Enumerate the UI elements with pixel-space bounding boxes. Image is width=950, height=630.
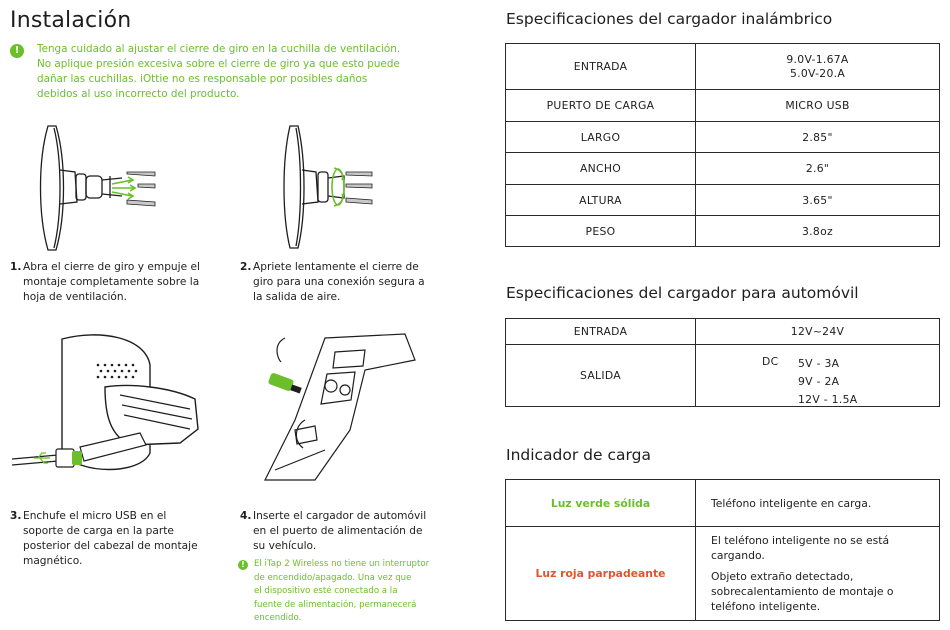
table-row: ENTRADA 9.0V-1.67A 5.0V-20.A: [506, 44, 940, 90]
step-4: 4. Inserte el cargador de automóvil en el puerto de alimentación de su vehículo.: [240, 510, 427, 552]
step-3: 3. Enchufe el micro USB en el soporte de carga en la parte posterior del cabezal de montaje magnético.: [10, 510, 198, 567]
wireless-specs-title: Especificaciones del cargador inalámbrico: [506, 10, 833, 28]
table-row: Luz verde sólida Teléfono inteligente en carga.: [506, 480, 940, 527]
car-specs-table: [505, 318, 940, 407]
micro-usb-illustration: [10, 325, 210, 495]
vent-mount-illustration-1: [30, 120, 170, 255]
wireless-specs-table: [505, 43, 940, 247]
table-row: SALIDA DC 5V - 3A 9V - 2A 12V - 1.5A: [506, 345, 940, 407]
car-specs-title: Especificaciones del cargador para automóvil: [506, 284, 859, 302]
indicator-title: Indicador de carga: [506, 446, 651, 464]
power-note: ! El iTap 2 Wireless no tiene un interruptor de encendido/apagado. Una vez que el dispositivo esté conectado a la fuente de alimentación, permanecerá encendido.: [238, 558, 448, 626]
vent-mount-illustration-2: [272, 120, 412, 255]
table-row: Luz roja parpadeante El teléfono inteligente no se está cargando. Objeto extraño detectado, sobrecalentamiento de montaje o teléfono inteligente.: [506, 527, 940, 621]
table-row: PESO 3.8oz: [506, 216, 940, 247]
table-row: ANCHO 2.6": [506, 153, 940, 185]
car-charger-illustration: [255, 330, 425, 490]
page-title: Instalación: [10, 8, 132, 33]
table-row: PUERTO DE CARGA MICRO USB: [506, 90, 940, 122]
indicator-table: [505, 479, 940, 621]
step-2: 2. Apriete lentamente el cierre de giro para una conexión segura a la salida de aire.: [240, 261, 425, 303]
exclamation-icon: !: [10, 44, 24, 58]
table-row: ALTURA 3.65": [506, 185, 940, 216]
exclamation-icon: !: [238, 560, 248, 570]
step-1: 1. Abra el cierre de giro y empuje el montaje completamente sobre la hoja de ventilación.: [10, 261, 200, 303]
table-row: LARGO 2.85": [506, 122, 940, 153]
warning-text: Tenga cuidado al ajustar el cierre de giro en la cuchilla de ventilación. No aplique presión excesiva sobre el cierre de giro ya que esto puede dañar las cuchillas. iOttie no es responsable por posibles daños debidos al uso incorrecto del producto.: [37, 43, 401, 100]
table-row: ENTRADA 12V~24V: [506, 319, 940, 345]
